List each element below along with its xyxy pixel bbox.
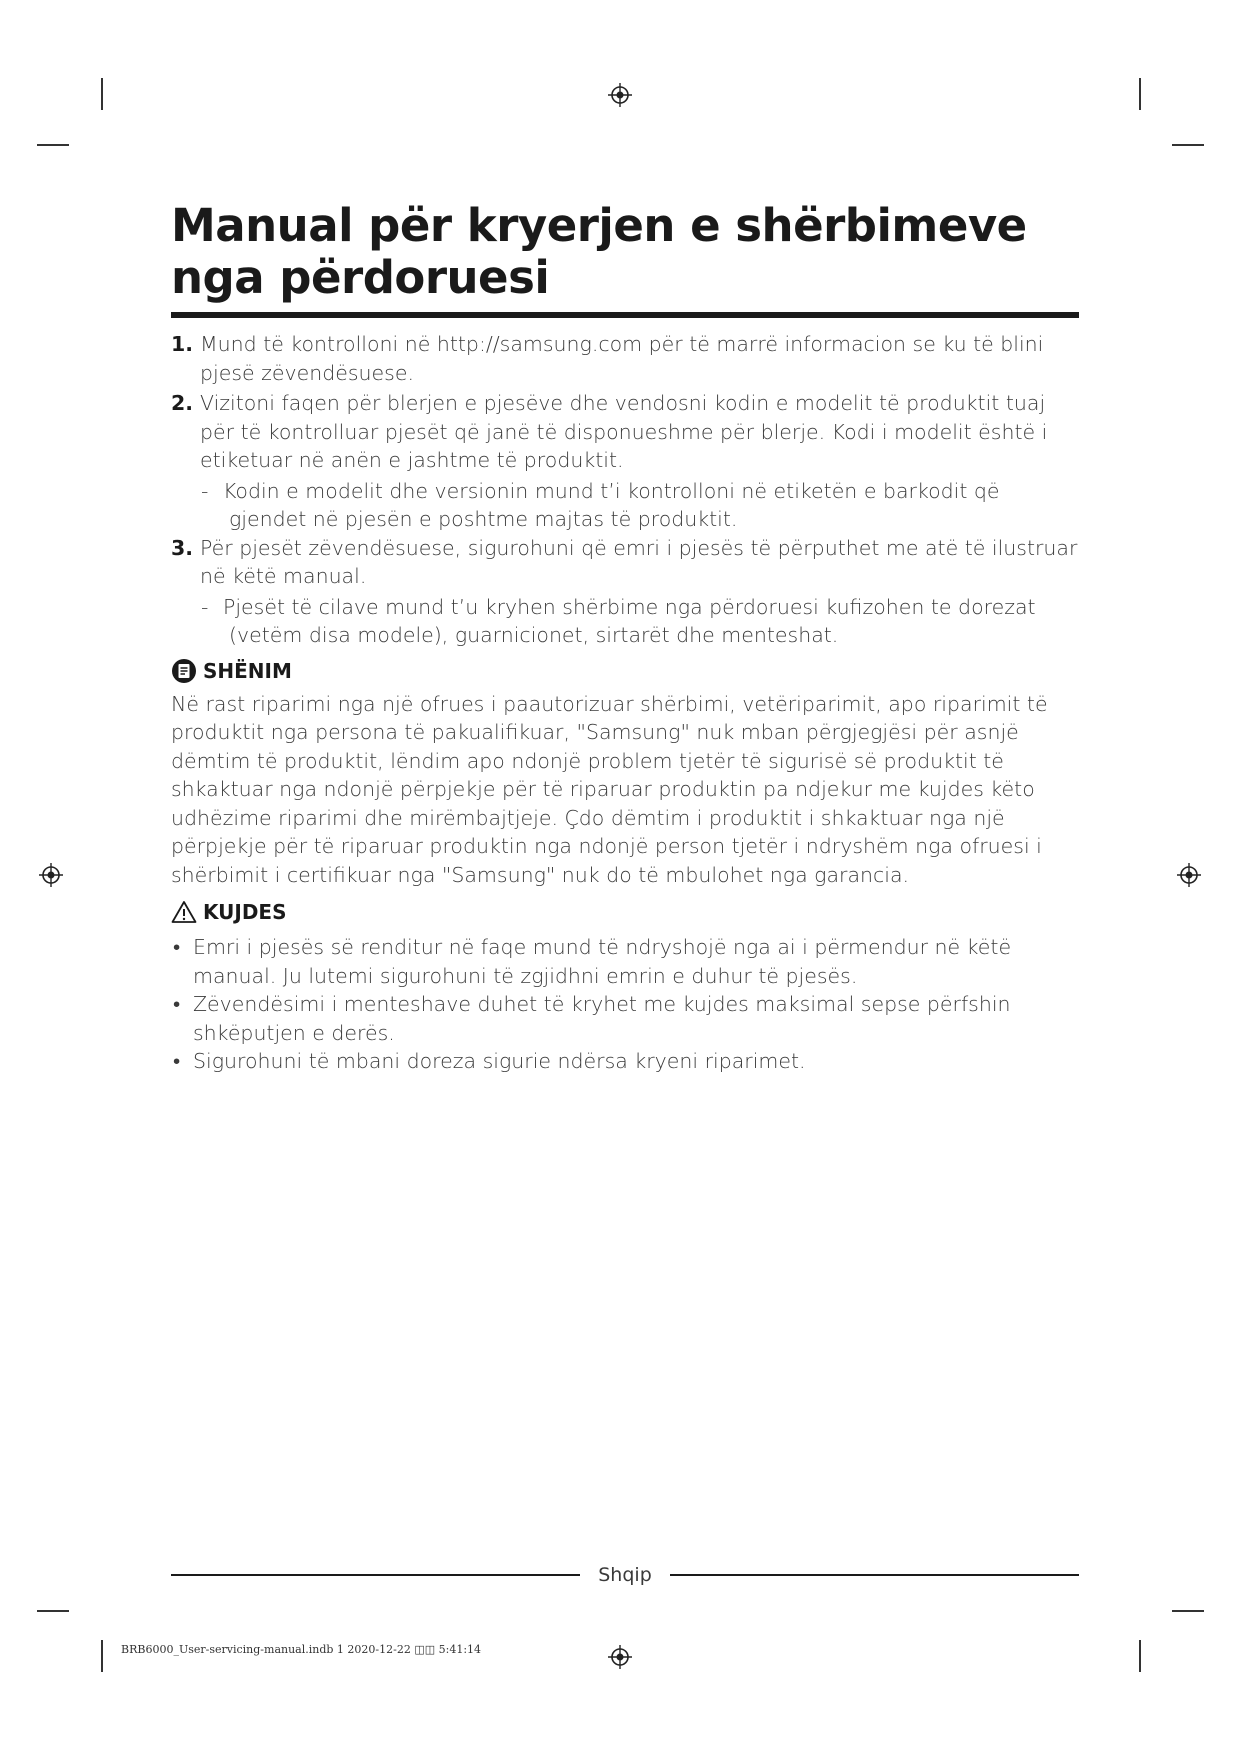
crop-mark-top-right-vertical [1139, 78, 1141, 110]
registration-mark-left-icon [39, 863, 63, 887]
caution-heading-label: KUJDES [203, 900, 287, 924]
note-icon [171, 658, 197, 684]
dash-marker: - [201, 478, 209, 503]
registration-mark-top-icon [608, 83, 632, 107]
registration-mark-right-icon [1177, 863, 1201, 887]
step-number: 1. [171, 332, 194, 356]
caution-item: • Sigurohuni të mbani doreza sigurie ndërsa kryeni riparimet. [171, 1047, 1079, 1076]
crop-mark-bottom-right-horizontal [1172, 1610, 1204, 1612]
crop-mark-top-left-horizontal [37, 144, 69, 146]
note-text: Në rast riparimi nga një ofrues i paautorizuar shërbimi, vetëriparimit, apo riparimit të produktit nga persona të pakualifikuar, "Samsung" nuk mban përgjegjësi për asnjë dëmtim të produktit, lëndim apo ndonjë problem tjetër të sigurisë së produktit të shkaktuar nga ndonjë përpjekje për të riparuar produktin pa ndjekur me kujdes këto udhëzime riparimi dhe mirëmbajtjeje. Çdo dëmtim i produktit i shkaktuar nga një përpjekje për të riparuar produktin nga ndonjë person tjetër i ndryshëm nga ofruesi i shërbimit i certifikuar nga "Samsung" nuk do të mbulohet nga garancia. [171, 691, 1048, 887]
step-text: Për pjesët zëvendësuese, sigurohuni që emri i pjesës të përputhet me atë të ilustruar në këtë manual. [200, 535, 1078, 588]
page-title: Manual për kryerjen e shërbimeve nga përdoruesi [171, 199, 1027, 304]
step-number: 3. [171, 535, 194, 560]
caution-list [171, 933, 1079, 1076]
note-heading-label: SHËNIM [203, 658, 292, 683]
step-text: Vizitoni faqen për blerjen e pjesëve dhe vendosni kodin e modelit të produktit tuaj për të kontrolluar pjesët që janë të disponueshme për blerje. Kodi i modelit është i etiketuar në anën e jashtme të produktit. [200, 391, 1048, 472]
caution-heading [171, 897, 1079, 927]
registration-mark-bottom-icon [608, 1645, 632, 1669]
step-sub-item [171, 593, 1079, 650]
caution-section [171, 897, 1079, 1076]
crop-mark-top-right-horizontal [1172, 144, 1204, 146]
crop-mark-bottom-right-vertical [1139, 1640, 1141, 1672]
crop-mark-top-left-vertical [101, 78, 103, 110]
title-divider [171, 312, 1079, 318]
footer-rule-right [670, 1574, 1079, 1576]
dash-marker: - [201, 594, 209, 619]
footer-rule-left [171, 1574, 580, 1576]
print-file-info: BRB6000_User-servicing-manual.indb 1 2020-12-22 ◫◫ 5:41:14 [121, 1643, 482, 1656]
page-content [171, 200, 1079, 1076]
warning-triangle-icon [171, 900, 197, 924]
step-item [171, 330, 1079, 387]
caution-item: • Emri i pjesës së renditur në faqe mund të ndryshojë nga ai i përmendur në këtë manual. Ju lutemi sigurohuni të zgjidhni emrin e duhur të pjesës. [171, 933, 1079, 990]
note-heading [171, 656, 1079, 686]
note-section [171, 656, 1079, 890]
step-number: 2. [171, 391, 194, 415]
step-item [171, 389, 1079, 475]
step-sub-text: Pjesët të cilave mund t’u kryhen shërbime nga përdoruesi kufizohen te dorezat (vetëm disa modele), guarnicionet, sirtarët dhe menteshat. [223, 594, 1036, 647]
page-footer [171, 1560, 1079, 1590]
footer-language: Shqip [598, 1564, 652, 1586]
step-text: Mund të kontrolloni në http://samsung.com për të marrë informacion se ku të blini pjesë zëvendësuese. [200, 332, 1044, 385]
crop-mark-bottom-left-horizontal [37, 1610, 69, 1612]
crop-mark-bottom-left-vertical [101, 1640, 103, 1672]
step-sub-item [171, 477, 1079, 534]
step-sub-text: Kodin e modelit dhe versionin mund t’i kontrolloni në etiketën e barkodit që gjendet në pjesën e poshtme majtas të produktit. [223, 478, 1000, 531]
step-item [171, 534, 1079, 591]
caution-item: • Zëvendësimi i menteshave duhet të kryhet me kujdes maksimal sepse përfshin shkëputjen e derës. [171, 990, 1079, 1047]
steps-list [171, 330, 1079, 650]
